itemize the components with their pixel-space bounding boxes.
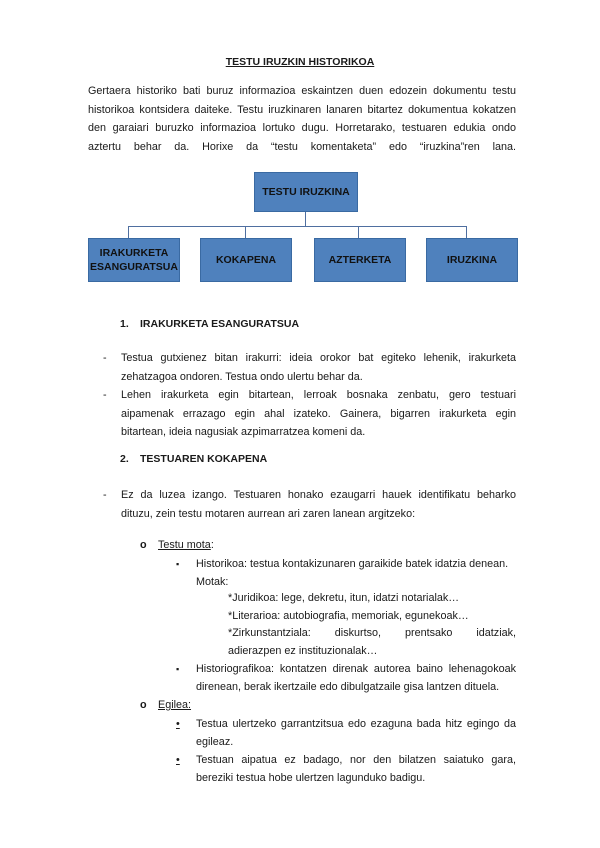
sub-list-item <box>228 589 516 607</box>
section-title: TESTUAREN KOKAPENA <box>140 453 268 465</box>
sub-list-line: *Literarioa: autobiografia, memoriak, egunekoak… <box>228 610 469 622</box>
square-bullet-icon: ▪ <box>176 664 180 674</box>
dash-marker: - <box>103 352 107 364</box>
list-item-line: bereziki testua hobe ulertzen lagunduko badigu. <box>196 772 426 784</box>
diagram-root-box <box>254 172 358 212</box>
dash-marker: - <box>103 489 107 501</box>
sub-list-line: adierazpen ez instituzionalak… <box>228 645 378 657</box>
list-item-line: bitartean, ideia nagusiak azpimarratzea komeni da. <box>121 426 366 438</box>
sub-list-item <box>228 624 516 660</box>
list-item-line: Testuan aipatua ez badago, nor den bilatzen saiatuko gara, <box>196 754 516 766</box>
section-heading <box>120 453 267 465</box>
list-item-line: Ez da luzea izango. Testuaren honako ezaugarri hauek identifikatu beharko <box>121 489 516 501</box>
diagram-connector <box>245 226 246 238</box>
diagram-child-box <box>200 238 292 282</box>
diagram-child-box <box>314 238 406 282</box>
section-title: IRAKURKETA ESANGURATSUA <box>140 318 300 330</box>
diagram-connector <box>466 226 467 238</box>
section-number: 1. <box>120 318 129 330</box>
list-item-line: zehatzagoa ondoren. Testua ondo ulertu behar da. <box>121 370 363 383</box>
list-item <box>103 486 516 523</box>
dash-marker: - <box>103 389 107 401</box>
diagram-child-label: AZTERKETA <box>328 254 392 266</box>
list-item-egilea <box>140 696 191 714</box>
diagram-connector <box>128 226 129 238</box>
list-item-testu-mota <box>140 536 214 554</box>
list-item-line: direnean, berak ikertzaile edo dibulgatzaile gisa lantzen dituela. <box>196 681 500 693</box>
diagram-connector <box>358 226 359 238</box>
bullet-icon: • <box>176 718 180 730</box>
sub-list-line: *Zirkunstantziala: diskurtso, prentsako idatziak, <box>228 627 516 639</box>
intro-line: den garaiari buruzko informazioa lortuko dugu. Horretarako, testuaren edukia ondo <box>88 122 516 134</box>
page-title: TESTU IRUZKIN HISTORIKOA <box>225 56 375 68</box>
subheading-label: Egilea: <box>158 699 192 711</box>
list-item <box>176 751 516 787</box>
intro-line: historikoa kontsidera daiteke. Testu iruzkinaren lanaren bitartez dokumentua kokatzen <box>88 103 516 116</box>
diagram-child-label: IRUZKINA <box>446 254 498 266</box>
section-number: 2. <box>120 453 129 465</box>
list-item-line: Motak: <box>196 576 229 588</box>
intro-line: aztertu behar da. Horixe da “testu komentaketa” edo “iruzkina”ren lana. <box>88 140 516 153</box>
list-item-line: dituzu, zein testu motaren aurrean ari zaren lanean argitzeko: <box>121 507 416 520</box>
list-item-line: aipamenak errazago egin ahal izateko. Gainera, bigarren irakurketa egin <box>121 407 516 420</box>
diagram-child-label: ESANGURATSUA <box>90 261 178 273</box>
list-item-line: Testua gutxienez bitan irakurri: ideia orokor bat egiteko lehenik, irakurketa <box>121 352 516 364</box>
diagram-child-label: IRAKURKETA <box>99 247 169 259</box>
sub-list-line: *Juridikoa: lege, dekretu, itun, idatzi notarialak… <box>228 592 460 604</box>
list-item <box>176 660 516 696</box>
subheading-suffix: : <box>210 539 214 551</box>
list-item-line: Lehen irakurketa egin bitartean, lerroak bosnaka zenbatu, gero testuari <box>121 389 516 401</box>
square-bullet-icon: ▪ <box>176 559 180 569</box>
intro-line: Gertaera historiko bati buruz informazioa eskaintzen duen edozein dokumentu testu <box>88 85 516 97</box>
circle-marker: o <box>140 699 147 711</box>
list-item-line: egileaz. <box>196 736 234 748</box>
list-item-line: Historikoa: testua kontakizunaren garaikide batek idatzia denean. <box>196 558 509 570</box>
list-item-line: Testua ulertzeko garrantzitsua edo ezaguna bada hitz egingo da <box>196 718 516 730</box>
sub-list-item <box>228 607 516 625</box>
list-item <box>103 386 516 442</box>
list-item <box>176 555 516 591</box>
subheading-label: Testu mota <box>158 539 211 551</box>
section-heading <box>120 318 299 330</box>
bullet-icon: • <box>176 754 180 766</box>
diagram-child-box <box>88 238 180 282</box>
diagram-child-label: KOKAPENA <box>215 254 277 266</box>
list-item-line: Historiografikoa: kontatzen direnak autorea baino lehenagokoak <box>196 663 516 675</box>
diagram-connector <box>128 226 466 227</box>
diagram-child-box <box>426 238 518 282</box>
list-item <box>176 715 516 751</box>
circle-marker: o <box>140 539 147 551</box>
diagram-root-label: TESTU IRUZKINA <box>262 186 350 198</box>
list-item <box>103 349 516 386</box>
diagram-connector <box>305 212 306 226</box>
structure-diagram <box>0 0 600 300</box>
